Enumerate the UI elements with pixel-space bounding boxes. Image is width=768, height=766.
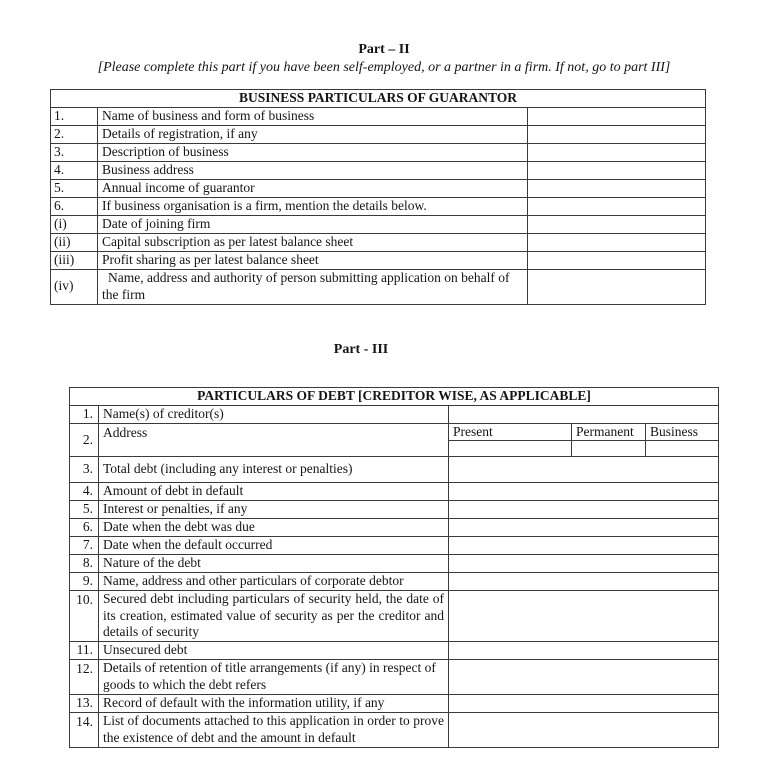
row-label: If business organisation is a firm, mention the details below. <box>98 198 528 216</box>
table-row <box>51 144 706 162</box>
row-number: 6. <box>70 519 99 537</box>
row-label: Details of retention of title arrangements (if any) in respect of goods to which the debt refers <box>99 660 449 695</box>
value-cell <box>449 642 719 660</box>
table-row <box>51 180 706 198</box>
table-row <box>51 198 706 216</box>
row-number: 9. <box>70 572 99 590</box>
address-col-business: Business <box>646 423 719 441</box>
value-cell <box>528 162 706 180</box>
value-cell <box>449 590 719 642</box>
part3-heading: Part - III <box>333 341 389 357</box>
address-row <box>70 423 719 441</box>
value-cell <box>449 405 719 423</box>
value-cell <box>528 144 706 162</box>
business-particulars-table <box>50 89 706 305</box>
row-number: (i) <box>51 216 98 234</box>
table2-header-row <box>70 387 719 405</box>
part2-heading: Part – II <box>358 42 410 57</box>
row-number: (ii) <box>51 234 98 252</box>
row-label: Annual income of guarantor <box>98 180 528 198</box>
value-cell <box>528 216 706 234</box>
row-label: Date when the debt was due <box>99 519 449 537</box>
part2-instruction: [Please complete this part if you have been self-employed, or a partner in a firm. If not, go to part III] <box>97 60 671 75</box>
row-number: 2. <box>51 126 98 144</box>
table-row <box>51 108 706 126</box>
value-cell <box>572 441 646 457</box>
debt-particulars-table <box>69 387 719 748</box>
row-label: Interest or penalties, if any <box>99 501 449 519</box>
value-cell <box>528 234 706 252</box>
row-label: Unsecured debt <box>99 642 449 660</box>
row-number: 12. <box>70 660 99 695</box>
row-label: Address <box>99 423 449 457</box>
row-number: 13. <box>70 694 99 712</box>
row-label: List of documents attached to this application in order to prove the existence of debt and the amount in default <box>99 712 449 747</box>
table-row <box>70 519 719 537</box>
row-number: (iii) <box>51 252 98 270</box>
table-row <box>70 554 719 572</box>
table-row <box>70 590 719 642</box>
table2-header: PARTICULARS OF DEBT [CREDITOR WISE, AS APPLICABLE] <box>70 387 719 405</box>
row-label: Record of default with the information utility, if any <box>99 694 449 712</box>
value-cell <box>449 712 719 747</box>
row-label: Description of business <box>98 144 528 162</box>
value-cell <box>449 519 719 537</box>
value-cell <box>528 108 706 126</box>
value-cell <box>449 483 719 501</box>
row-label: Amount of debt in default <box>99 483 449 501</box>
value-cell <box>449 537 719 555</box>
row-label: Profit sharing as per latest balance sheet <box>98 252 528 270</box>
table-row <box>51 162 706 180</box>
value-cell <box>528 270 706 305</box>
table-row <box>51 252 706 270</box>
row-number: 3. <box>51 144 98 162</box>
row-label: Details of registration, if any <box>98 126 528 144</box>
row-number: 7. <box>70 537 99 555</box>
row-number: 11. <box>70 642 99 660</box>
table-row <box>51 126 706 144</box>
row-number: 10. <box>70 590 99 642</box>
table1-header-row <box>51 90 706 108</box>
row-number: 5. <box>70 501 99 519</box>
table-row <box>51 216 706 234</box>
value-cell <box>528 180 706 198</box>
value-cell <box>449 660 719 695</box>
value-cell <box>449 554 719 572</box>
row-label: Nature of the debt <box>99 554 449 572</box>
row-label: Capital subscription as per latest balance sheet <box>98 234 528 252</box>
row-label: Name, address and other particulars of corporate debtor <box>99 572 449 590</box>
value-cell <box>528 198 706 216</box>
row-label: Date when the default occurred <box>99 537 449 555</box>
value-cell <box>449 441 572 457</box>
value-cell <box>449 694 719 712</box>
table-row <box>70 537 719 555</box>
row-label: Name(s) of creditor(s) <box>99 405 449 423</box>
row-number: 4. <box>51 162 98 180</box>
table-row <box>70 642 719 660</box>
row-number: 2. <box>70 423 99 457</box>
row-label: Business address <box>98 162 528 180</box>
value-cell <box>528 126 706 144</box>
table-row <box>70 660 719 695</box>
row-number: (iv) <box>51 270 98 305</box>
table-row <box>70 457 719 483</box>
value-cell <box>449 457 719 483</box>
value-cell <box>449 501 719 519</box>
table-row <box>70 694 719 712</box>
row-number: 1. <box>70 405 99 423</box>
table-row <box>70 712 719 747</box>
table-row <box>51 234 706 252</box>
row-label: Secured debt including particulars of security held, the date of its creation, estimated value of security as per the creditor and details of security <box>99 590 449 642</box>
table1-header: BUSINESS PARTICULARS OF GUARANTOR <box>51 90 706 108</box>
table-row <box>51 270 706 305</box>
row-label: Total debt (including any interest or penalties) <box>99 457 449 483</box>
row-label: Name of business and form of business <box>98 108 528 126</box>
address-col-present: Present <box>449 423 572 441</box>
row-number: 3. <box>70 457 99 483</box>
value-cell <box>449 572 719 590</box>
row-label: Date of joining firm <box>98 216 528 234</box>
table-row <box>70 405 719 423</box>
table-row <box>70 501 719 519</box>
address-col-permanent: Permanent <box>572 423 646 441</box>
value-cell <box>646 441 719 457</box>
row-label: Name, address and authority of person submitting application on behalf of the firm <box>98 270 528 305</box>
row-number: 8. <box>70 554 99 572</box>
row-number: 5. <box>51 180 98 198</box>
value-cell <box>528 252 706 270</box>
row-number: 1. <box>51 108 98 126</box>
row-number: 6. <box>51 198 98 216</box>
row-number: 4. <box>70 483 99 501</box>
table-row <box>70 572 719 590</box>
table-row <box>70 483 719 501</box>
row-number: 14. <box>70 712 99 747</box>
